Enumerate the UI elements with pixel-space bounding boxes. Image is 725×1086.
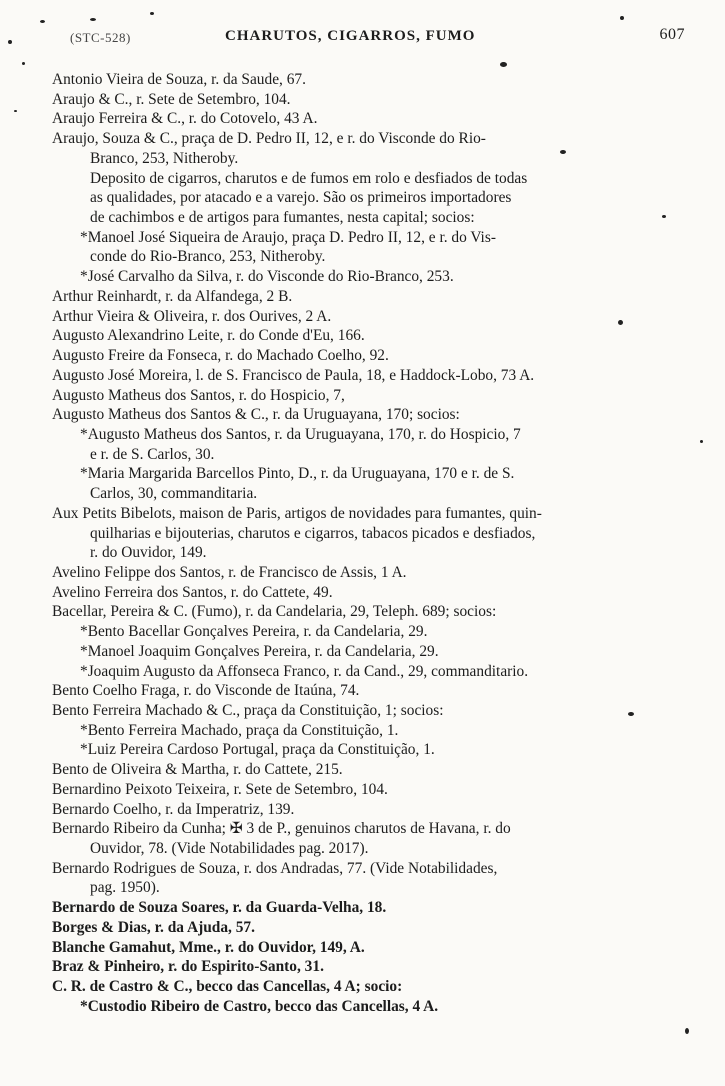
entry-continuation: quilharias e bijouterias, charutos e cigarros, tabacos picados e desfiados, bbox=[90, 524, 536, 542]
entry-description: de cachimbos e de artigos para fumantes, nesta capital; socios: bbox=[90, 209, 475, 227]
entry-continuation: Branco, 253, Nitheroby. bbox=[90, 149, 239, 167]
page-header bbox=[30, 26, 685, 48]
entry-continuation: Ouvidor, 78. (Vide Notabilidades pag. 2017). bbox=[90, 840, 369, 858]
entry-line: Bernardo Rodrigues de Souza, r. dos Andradas, 77. (Vide Notabilidades, bbox=[52, 859, 498, 877]
partner-line: *Manoel Joaquim Gonçalves Pereira, r. da Candelaria, 29. bbox=[80, 642, 439, 660]
entry-line: Bernardo Ribeiro da Cunha; ✠ 3 de P., genuinos charutos de Havana, r. do bbox=[52, 820, 511, 838]
entry-line: Avelino Felippe dos Santos, r. de Francisco de Assis, 1 A. bbox=[52, 563, 407, 581]
scan-speck bbox=[22, 62, 25, 65]
entry-continuation: e r. de S. Carlos, 30. bbox=[90, 445, 215, 463]
entry-line: Braz & Pinheiro, r. do Espirito-Santo, 31. bbox=[52, 958, 324, 976]
scan-speck bbox=[150, 12, 154, 15]
entry-line: Bernardo de Souza Soares, r. da Guarda-Velha, 18. bbox=[52, 899, 387, 917]
scan-speck bbox=[662, 215, 666, 218]
entry-line: Araujo Ferreira & C., r. do Cotovelo, 43 A. bbox=[52, 110, 318, 128]
entry-description: Deposito de cigarros, charutos e de fumos em rolo e desfiados de todas bbox=[90, 169, 528, 187]
entry-continuation: Carlos, 30, commanditaria. bbox=[90, 485, 258, 503]
partner-line: *Manoel José Siqueira de Araujo, praça D. Pedro II, 12, e r. do Vis- bbox=[80, 228, 496, 246]
scan-speck bbox=[14, 110, 17, 112]
partner-line: *Custodio Ribeiro de Castro, becco das Cancellas, 4 A. bbox=[80, 997, 439, 1015]
entry-line: Bento Coelho Fraga, r. do Visconde de Itaúna, 74. bbox=[52, 682, 360, 700]
header-code: (STC-528) bbox=[70, 30, 131, 45]
partner-line: *Bento Bacellar Gonçalves Pereira, r. da Candelaria, 29. bbox=[80, 623, 428, 641]
entry-line: Arthur Reinhardt, r. da Alfandega, 2 B. bbox=[52, 287, 293, 305]
scan-speck bbox=[685, 1028, 689, 1034]
scan-speck bbox=[620, 16, 624, 20]
entry-line: Avelino Ferreira dos Santos, r. do Cattete, 49. bbox=[52, 583, 333, 601]
entry-line: Bernardino Peixoto Teixeira, r. Sete de Setembro, 104. bbox=[52, 780, 388, 798]
entry-line: Augusto Alexandrino Leite, r. do Conde d'Eu, 166. bbox=[52, 327, 365, 345]
scan-speck bbox=[700, 440, 703, 443]
scan-speck bbox=[90, 18, 96, 21]
entry-line: Antonio Vieira de Souza, r. da Saude, 67. bbox=[52, 71, 306, 88]
scan-speck bbox=[628, 712, 634, 716]
entry-continuation: pag. 1950). bbox=[90, 879, 160, 897]
entry-line: Bento Ferreira Machado & C., praça da Constituição, 1; socios: bbox=[52, 702, 444, 719]
entry-continuation: r. do Ouvidor, 149. bbox=[90, 544, 207, 562]
entry-line: Augusto Matheus dos Santos, r. do Hospicio, 7, bbox=[52, 386, 345, 404]
partner-line: *Joaquim Augusto da Affonseca Franco, r. da Cand., 29, commanditario. bbox=[80, 662, 529, 680]
entry-line: Augusto Freire da Fonseca, r. do Machado Coelho, 92. bbox=[52, 347, 389, 365]
entry-line: Augusto José Moreira, l. de S. Francisco de Paula, 18, e Haddock-Lobo, 73 A. bbox=[52, 366, 535, 384]
scan-speck bbox=[40, 20, 45, 23]
entry-line: Bento de Oliveira & Martha, r. do Cattete, 215. bbox=[52, 761, 343, 779]
partner-line: *José Carvalho da Silva, r. do Visconde do Rio-Branco, 253. bbox=[80, 268, 454, 286]
partner-line: *Luiz Pereira Cardoso Portugal, praça da Constituição, 1. bbox=[80, 741, 435, 759]
partner-line: *Bento Ferreira Machado, praça da Constituição, 1. bbox=[80, 721, 399, 739]
entry-line: Araujo, Souza & C., praça de D. Pedro II, 12, e r. do Visconde do Rio- bbox=[52, 130, 486, 148]
scan-speck bbox=[560, 150, 566, 154]
entry-line: Borges & Dias, r. da Ajuda, 57. bbox=[52, 918, 255, 936]
entry-line: Aux Petits Bibelots, maison de Paris, artigos de novidades para fumantes, quin- bbox=[52, 504, 542, 522]
partner-line: *Augusto Matheus dos Santos, r. da Uruguayana, 170, r. do Hospicio, 7 bbox=[80, 425, 521, 443]
entry-line: Araujo & C., r. Sete de Setembro, 104. bbox=[52, 90, 291, 108]
entry-line: Augusto Matheus dos Santos & C., r. da Uruguayana, 170; socios: bbox=[52, 406, 460, 424]
entry-line: Blanche Gamahut, Mme., r. do Ouvidor, 149, A. bbox=[52, 938, 365, 956]
entry-continuation: conde do Rio-Branco, 253, Nitheroby. bbox=[90, 248, 326, 266]
scan-speck bbox=[8, 40, 12, 44]
page-number: 607 bbox=[659, 26, 685, 43]
entry-list bbox=[52, 70, 702, 1017]
header-title: CHARUTOS, CIGARROS, FUMO bbox=[225, 28, 476, 44]
entry-line: Bernardo Coelho, r. da Imperatriz, 139. bbox=[52, 800, 295, 818]
entry-line: C. R. de Castro & C., becco das Cancellas, 4 A; socio: bbox=[52, 978, 403, 996]
entry-line: Bacellar, Pereira & C. (Fumo), r. da Candelaria, 29, Teleph. 689; socios: bbox=[52, 603, 497, 621]
partner-line: *Maria Margarida Barcellos Pinto, D., r. da Uruguayana, 170 e r. de S. bbox=[80, 465, 515, 483]
entry-description: as qualidades, por atacado e a varejo. São os primeiros importadores bbox=[90, 189, 512, 207]
scan-speck bbox=[618, 320, 623, 325]
entry-line: Arthur Vieira & Oliveira, r. dos Ourives, 2 A. bbox=[52, 307, 332, 325]
scan-speck bbox=[500, 62, 507, 67]
